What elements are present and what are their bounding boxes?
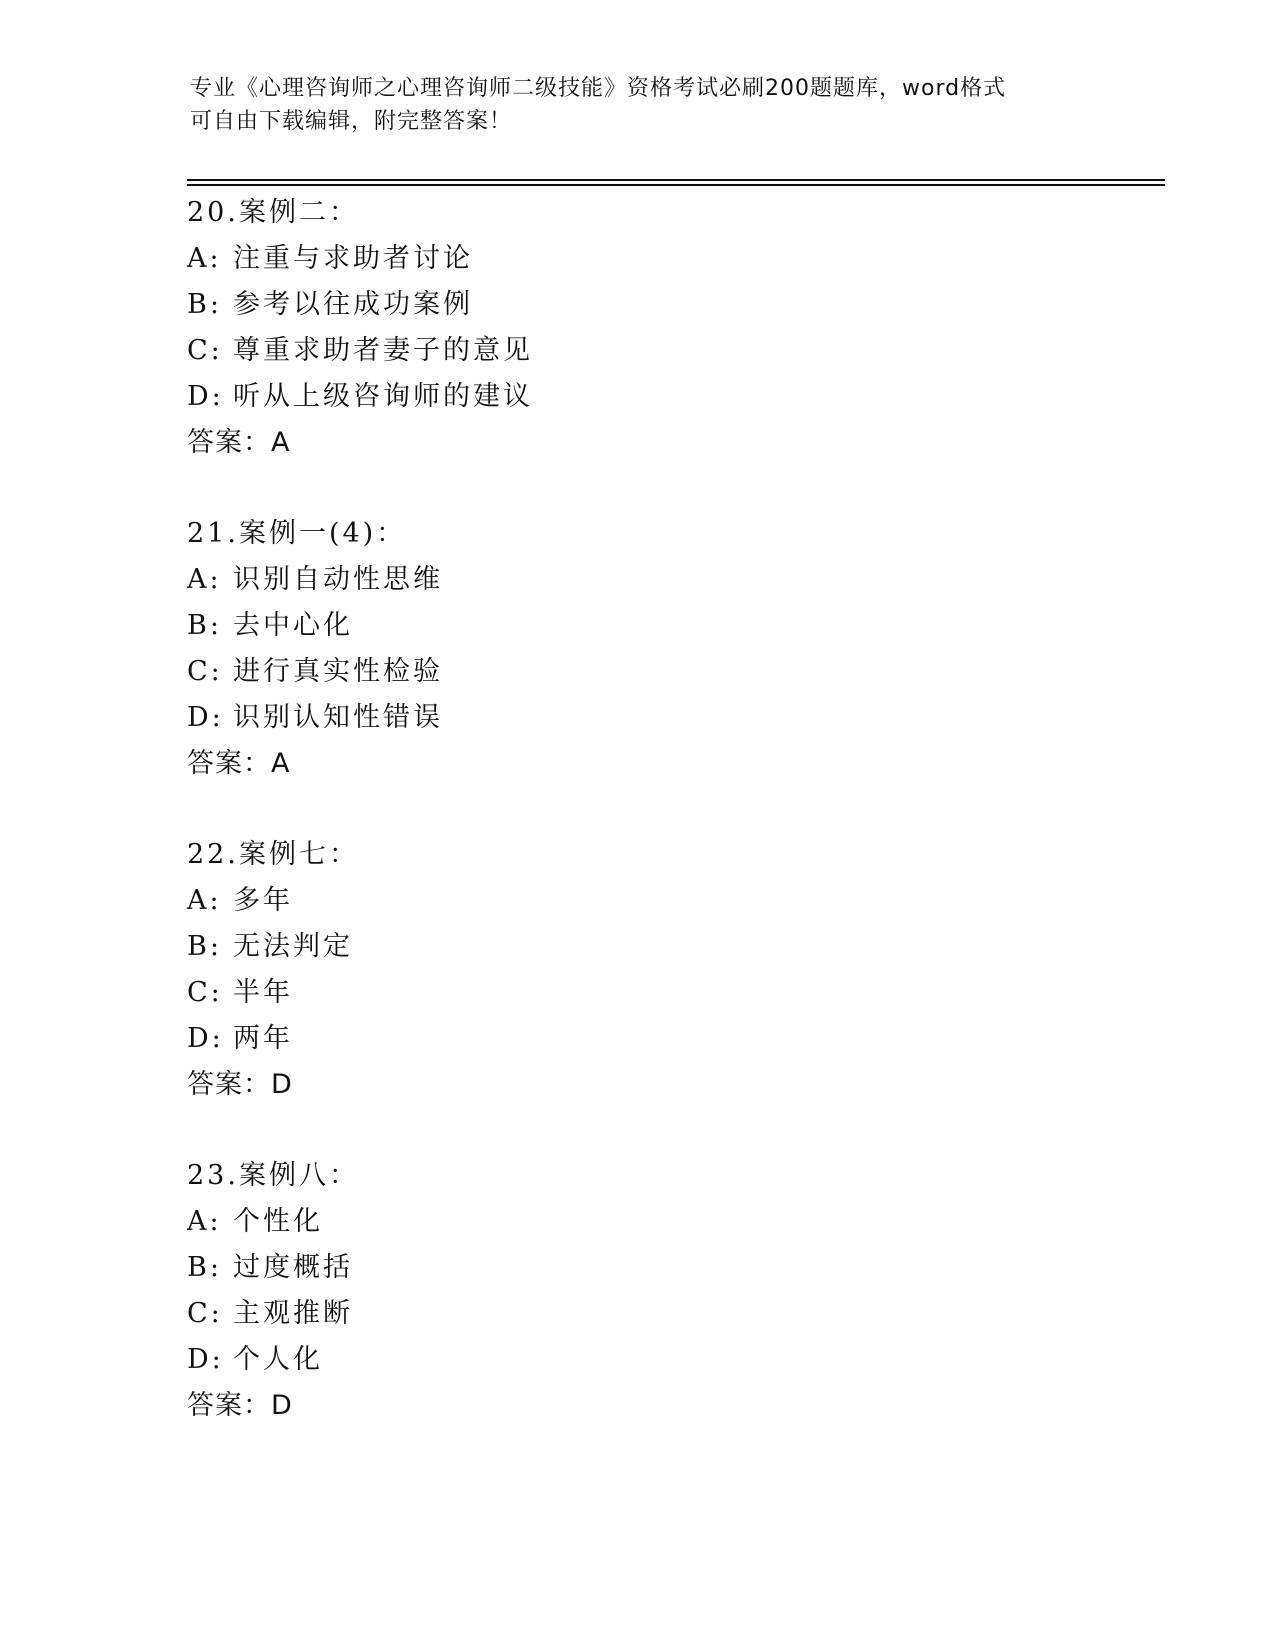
option-d (187, 374, 1167, 420)
option-label: A: (187, 564, 222, 595)
answer: 答案：A (187, 427, 291, 458)
option-a (187, 1199, 1167, 1245)
option-text: 过度概括 (233, 1252, 353, 1283)
question-title: 23.案例八： (187, 1160, 359, 1191)
option-text: 尊重求助者妻子的意见 (233, 335, 533, 366)
option-a (187, 878, 1167, 924)
question-21 (187, 511, 1167, 787)
question-22 (187, 832, 1167, 1108)
option-b (187, 924, 1167, 970)
option-text: 个人化 (233, 1344, 323, 1375)
option-text: 半年 (233, 977, 293, 1008)
option-b (187, 282, 1167, 328)
option-label: D: (187, 1023, 224, 1054)
option-d (187, 1337, 1167, 1383)
option-label: D: (187, 1344, 224, 1375)
option-label: B: (187, 289, 222, 320)
header-divider-top (187, 179, 1165, 181)
option-label: B: (187, 931, 222, 962)
option-label: A: (187, 885, 222, 916)
option-label: A: (187, 243, 222, 274)
option-text: 主观推断 (233, 1298, 353, 1329)
option-text: 两年 (233, 1023, 293, 1054)
option-c (187, 328, 1167, 374)
header-divider-bottom (187, 184, 1165, 186)
option-text: 听从上级咨询师的建议 (233, 381, 533, 412)
answer: 答案：D (187, 1069, 293, 1100)
option-d (187, 1016, 1167, 1062)
header-line-1: 专业《心理咨询师之心理咨询师二级技能》资格考试必刷200题题库，word格式 (190, 76, 1007, 101)
option-label: D: (187, 702, 224, 733)
option-text: 多年 (233, 885, 293, 916)
option-text: 无法判定 (233, 931, 353, 962)
option-text: 识别自动性思维 (233, 564, 443, 595)
option-b (187, 603, 1167, 649)
option-label: A: (187, 1206, 222, 1237)
option-label: C: (187, 977, 223, 1008)
option-b (187, 1245, 1167, 1291)
option-c (187, 970, 1167, 1016)
question-title: 22.案例七： (187, 839, 359, 870)
option-label: B: (187, 610, 222, 641)
question-23 (187, 1153, 1167, 1429)
answer: 答案：A (187, 748, 291, 779)
option-text: 识别认知性错误 (233, 702, 443, 733)
header-line-2: 可自由下载编辑，附完整答案！ (190, 109, 513, 134)
option-label: D: (187, 381, 224, 412)
option-label: C: (187, 1298, 223, 1329)
option-c (187, 649, 1167, 695)
question-title: 21.案例一(4)： (187, 518, 407, 549)
option-c (187, 1291, 1167, 1337)
option-text: 个性化 (233, 1206, 323, 1237)
option-label: C: (187, 335, 223, 366)
question-20 (187, 190, 1167, 466)
option-label: B: (187, 1252, 222, 1283)
option-text: 去中心化 (233, 610, 353, 641)
option-text: 参考以往成功案例 (233, 289, 473, 320)
option-a (187, 236, 1167, 282)
document-header (190, 72, 1090, 138)
option-d (187, 695, 1167, 741)
option-text: 进行真实性检验 (233, 656, 443, 687)
answer: 答案：D (187, 1390, 293, 1421)
question-list (187, 190, 1167, 1474)
option-text: 注重与求助者讨论 (233, 243, 473, 274)
option-label: C: (187, 656, 223, 687)
question-title: 20.案例二： (187, 197, 359, 228)
option-a (187, 557, 1167, 603)
